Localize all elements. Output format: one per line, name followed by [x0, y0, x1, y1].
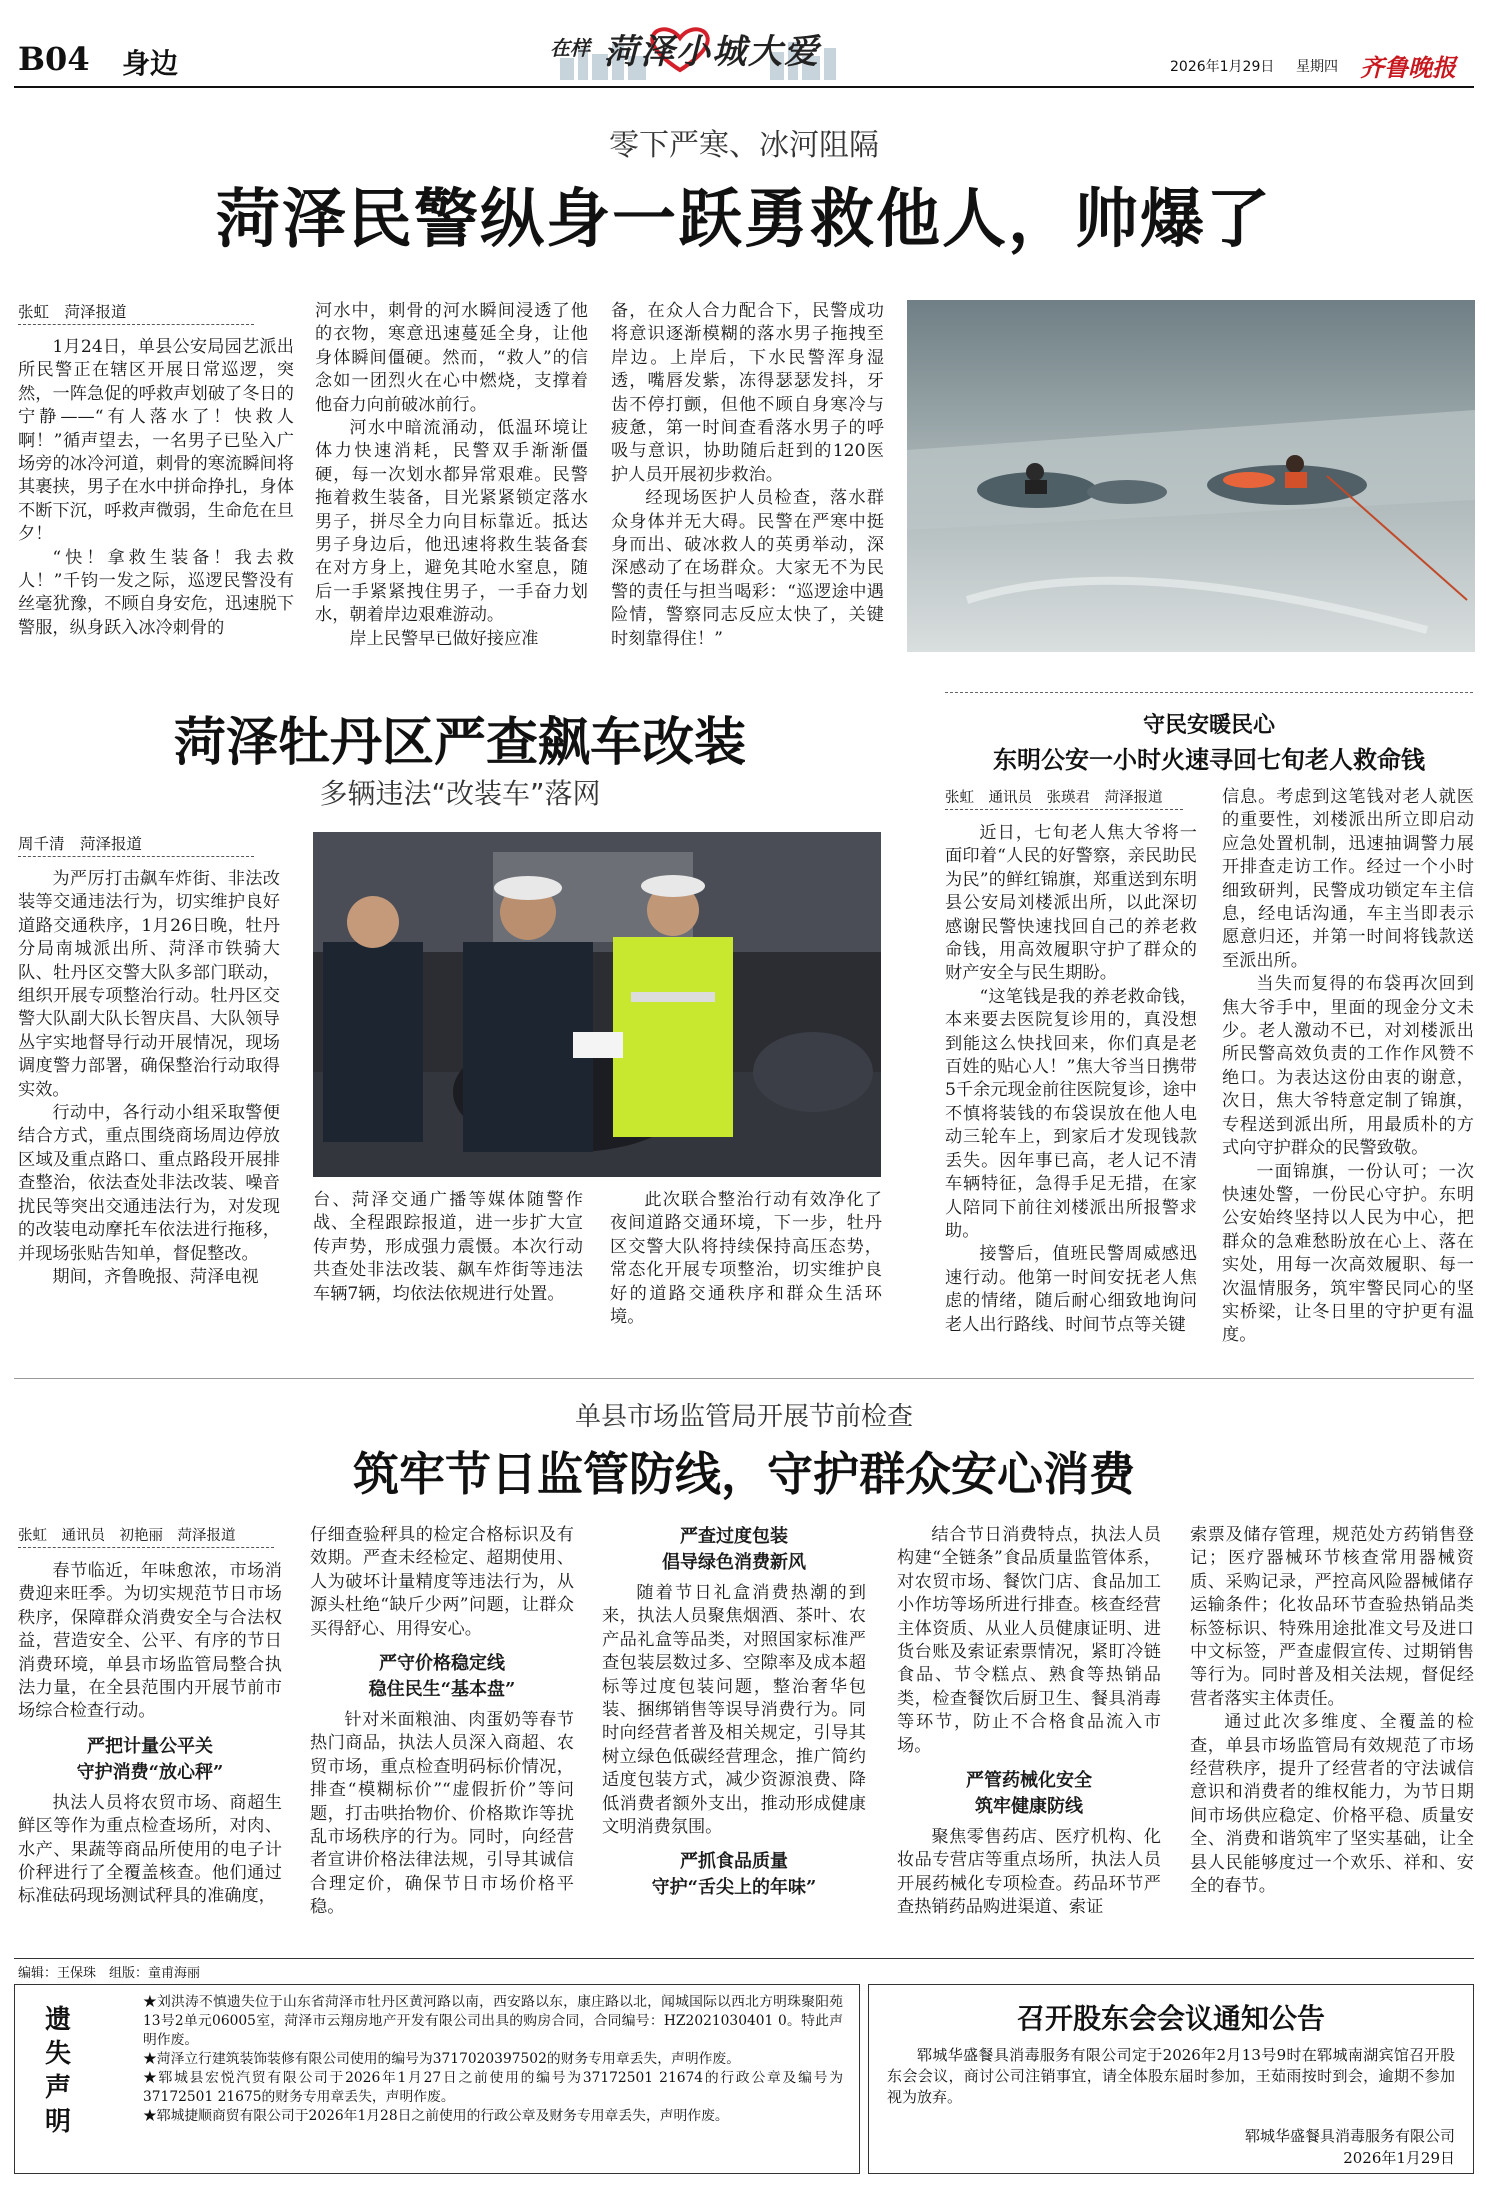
paragraph: 针对米面粮油、肉蛋奶等春节热门商品，执法人员深入商超、农贸市场，重点检查明码标价情况，排查“模糊标价”“虚假折价”等问题，打击哄抬物价、价格欺诈等扰乱市场秩序的行为。同时，向经营者宣讲价格法律法规，引导其诚信合理定价，确保节日市场价格平稳。	[310, 1710, 574, 1918]
paragraph: 经现场医护人员检查，落水群众身体并无大碍。民警在严寒中挺身而出、破冰救人的英勇举动，深深感动了在场群众。大家无不为民警的责任与担当喝彩：“巡逻途中遇险情，警察同志反应太快了，关键时刻靠得住！”	[611, 488, 884, 649]
paragraph: 岸上民警早已做好接应准	[349, 628, 539, 649]
icy-river-image	[907, 300, 1475, 652]
paragraph: 信息。考虑到这笔钱对老人就医的重要性，刘楼派出所立即启动应急处置机制，迅速抽调警力展开排查走访工作。经过一个小时细致研判，民警成功锁定车主信息，经电话沟通，车主当即表示愿意归还，并第一时间将钱款送至派出所。	[1222, 787, 1474, 971]
story4-col2	[310, 1524, 574, 1920]
paragraph: “快！拿救生装备！我去救人！”千钧一发之际，巡逻民警没有丝毫犹豫，不顾自身安危，迅速脱下警服，纵身跃入冰冷刺骨的	[18, 547, 294, 638]
inspection-photo	[313, 832, 881, 1177]
section-divider	[945, 692, 1473, 693]
paragraph: 河水中暗流涌动，低温环境让体力快速消耗，民警双手渐渐僵硬，每一次划水都异常艰难。民警拖着救生装备，目光紧紧锁定落水男子，拼尽全力向目标靠近。抵达男子身边后，他迅速将救生装备套在对方身上，避免其呛水窒息，随后一手紧紧拽住男子，一手奋力划水，朝着岸边艰难游动。	[315, 418, 588, 626]
paragraph: 仔细查验秤具的检定合格标识及有效期。严查未经检定、超期使用、人为破坏计量精度等违法行为，从源头杜绝“缺斤少两”问题，让群众买得舒心、用得安心。	[310, 1525, 574, 1639]
editor-credits: 编辑：王保珠 组版：童甫海丽	[18, 1966, 201, 1981]
story4-headline: 筑牢节日监管防线，守护群众安心消费	[353, 1447, 1135, 1501]
paragraph: 1月24日，单县公安局园艺派出所民警正在辖区开展日常巡逻，突然，一阵急促的呼救声划破了冬日的宁静——“有人落水了！快救人啊！”循声望去，一名男子已坠入广场旁的冰冷河道，刺骨的寒流瞬间将其裹挟，男子在水中拼命挣扎，身体不断下沉，呼救声微弱，生命危在旦夕！	[18, 337, 294, 545]
story3-col2	[1222, 786, 1474, 1348]
paragraph: 执法人员将农贸市场、商超生鲜区等作为重点检查场所，对肉、水产、果蔬等商品所使用的电子计价秤进行了全覆盖核查。他们通过标准砝码现场测试秤具的准确度，	[18, 1792, 282, 1907]
story2-col2	[313, 1189, 583, 1306]
story1-byline: 张虹 菏泽报道	[18, 300, 254, 325]
story4-col5	[1190, 1524, 1474, 1899]
notice-item: ★刘洪涛不慎遗失位于山东省菏泽市牡丹区黄河路以南，西安路以东，康庄路以北，闻城国际以西北方明珠聚阳苑13号2单元06005室，菏泽市云翔房地产开发有限公司出具的购房合同，合同编号：HZ2021030401 0。特此声明作废。	[143, 1994, 843, 2048]
story2-col3	[610, 1189, 882, 1329]
subheading: 严抓食品质量 守护“舌尖上的年味”	[651, 1851, 817, 1899]
paragraph: 一面锦旗，一份认可；一次快速处警，一份民心守护。东明公安始终坚持以人民为中心，把群众的急难愁盼放在心上、落在实处，用每一次高效履职、每一次温情服务，筑牢警民同心的坚实桥梁，让冬日里的守护更有温度。	[1222, 1161, 1474, 1346]
story3-kicker: 守民安暖民心	[1142, 712, 1275, 738]
issue-weekday: 星期四	[1296, 59, 1338, 75]
story4-col3	[602, 1524, 866, 1907]
paragraph: 当失而复得的布袋再次回到焦大爷手中，里面的现金分文未少。老人激动不已，对刘楼派出所民警高效负责的工作作风赞不绝口。为表达这份由衷的谢意，次日，焦大爷特意定制了锦旗，专程送到派出所，用最质朴的方式向守护群众的民警致敬。	[1222, 974, 1474, 1159]
header-rule	[14, 86, 1474, 88]
paragraph: 聚焦零售药店、医疗机构、化妆品专营店等重点场所，执法人员开展药械化专项检查。药品环节严查热销药品购进渠道、索证	[897, 1827, 1161, 1918]
paragraph: 此次联合整治行动有效净化了夜间道路交通环境，下一步，牡丹区交警大队将持续保持高压态势，常态化开展专项整治，切实维护良好的道路交通秩序和群众生活环境。	[610, 1190, 882, 1328]
story4-kicker: 单县市场监管局开展节前检查	[574, 1402, 913, 1432]
page-code: B04	[18, 40, 90, 78]
section-name: 身边	[122, 47, 179, 80]
story1-col1	[18, 336, 294, 640]
shareholder-notice-box	[868, 1984, 1474, 2174]
story4-top-rule	[14, 1378, 1474, 1379]
paragraph: 春节临近，年味愈浓，市场消费迎来旺季。为切实规范节日市场秩序，保障群众消费安全与合法权益，营造安全、公平、有序的节日消费环境，单县市场监管局整合执法力量，在全县范围内开展节前市场综合检查行动。	[18, 1561, 282, 1722]
paragraph: 河水中，刺骨的河水瞬间浸透了他的衣物，寒意迅速蔓延全身，让他身体瞬间僵硬。然而，“救人”的信念如一团烈火在心中燃烧，支撑着他奋力向前破冰前行。	[315, 301, 588, 415]
paragraph: 接警后，值班民警周威感迅速行动。他第一时间安抚老人焦虑的情绪，随后耐心细致地询问老人出行路线、时间节点等关键	[945, 1244, 1197, 1335]
paper-name: 齐鲁晚报	[1360, 53, 1456, 82]
paragraph: 近日，七旬老人焦大爷将一面印着“人民的好警察，亲民助民为民”的鲜红锦旗，郑重送到东明县公安局刘楼派出所，以此深切感谢民警快速找回自己的养老救命钱，用高效履职守护了群众的财产安全与民生期盼。	[945, 823, 1197, 984]
subheading: 严管药械化安全 筑牢健康防线	[966, 1770, 1092, 1818]
story2-col1	[18, 868, 280, 1289]
banner-small: 在样	[550, 36, 590, 60]
story2-subhead: 多辆违法“改装车”落网	[319, 777, 601, 810]
lost-notice-label: 遗失声明	[45, 2005, 72, 2137]
subheading: 严把计量公平关 守护消费“放心秤”	[76, 1735, 224, 1783]
paragraph: 期间，齐鲁晚报、菏泽电视	[52, 1266, 259, 1287]
story1-col3	[611, 300, 884, 651]
lost-notice-box	[14, 1984, 860, 2174]
paragraph: 行动中，各行动小组采取警便结合方式，重点围绕商场周边停放区域及重点路口、重点路段开展排查整治，依法查处非法改装、噪音扰民等突出交通违法行为，对发现的改装电动摩托车依法进行拖移，并现场张贴告知单，督促整改。	[18, 1103, 280, 1264]
footer-rule	[14, 1958, 1474, 1959]
banner	[530, 18, 860, 80]
masthead	[0, 0, 1488, 80]
story4-byline: 张虹 通讯员 初艳丽 菏泽报道	[18, 1524, 274, 1548]
story1-headline: 菏泽民警纵身一跃勇救他人，帅爆了	[216, 182, 1272, 257]
issue-date: 2026年1月29日	[1170, 59, 1275, 75]
shareholder-notice-signer: 郓城华盛餐具消毒服务有限公司	[1244, 2127, 1455, 2145]
paragraph: “这笔钱是我的养老救命钱，本来要去医院复诊用的，真没想到能这么快找回来，你们真是老百姓的贴心人！”焦大爷当日携带5千余元现金前往医院复诊，途中不慎将装钱的布袋误放在他人电动三轮车上，到家后才发现钱款丢失。因年事已高，老人记不清车辆特征，急得手足无措，在家人陪同下前往刘楼派出所报警求助。	[945, 986, 1197, 1241]
story4-col1	[18, 1560, 282, 1909]
notice-item: ★郓城捷顺商贸有限公司于2026年1月28日之前使用的行政公章及财务专用章丢失，声明作废。	[143, 2108, 729, 2124]
story1-kicker: 零下严寒、冰河阻隔	[609, 128, 879, 163]
story1-col2	[315, 300, 588, 651]
paragraph: 随着节日礼盒消费热潮的到来，执法人员聚焦烟酒、茶叶、农产品礼盒等品类，对照国家标准严查包装层数过多、空隙率及成本超标等过度包装问题，整治奢华包装、捆绑销售等误导消费行为。同时向经营者普及相关规定，引导其树立绿色低碳经营理念，推广简约适度包装方式，减少资源浪费、降低消费者额外支出，推动形成健康文明消费氛围。	[602, 1583, 866, 1838]
paragraph: 为严厉打击飙车炸街、非法改装等交通违法行为，切实维护良好道路交通秩序，1月26日晚，牡丹分局南城派出所、菏泽市铁骑大队、牡丹区交警大队多部门联动，组织开展专项整治行动。牡丹区交警大队副大队长智庆昌、大队领导丛宇实地督导行动开展情况，现场调度警力部署，确保整治行动取得实效。	[18, 869, 280, 1100]
notice-item: ★菏泽立行建筑装饰装修有限公司使用的编号为3717020397502的财务专用章丢失，声明作废。	[143, 2051, 741, 2067]
banner-title: 菏泽小城大爱	[604, 32, 820, 72]
story4-col4	[897, 1524, 1161, 1920]
story3-byline: 张虹 通讯员 张瑛君 菏泽报道	[945, 786, 1183, 810]
paragraph: 通过此次多维度、全覆盖的检查，单县市场监管局有效规范了市场经营秩序，提升了经营者的守法诚信意识和消费者的维权能力，为节日期间市场供应稳定、价格平稳、质量安全、消费和谐筑牢了坚实基础，让全县人民能够度过一个欢乐、祥和、安全的春节。	[1190, 1712, 1474, 1897]
story2-byline: 周千清 菏泽报道	[18, 832, 254, 857]
story3-col1	[945, 822, 1197, 1337]
shareholder-notice-title: 召开股东会会议通知公告	[1016, 2002, 1325, 2035]
paragraph: 索票及储存管理，规范处方药销售登记；医疗器械环节核查常用器械资质、采购记录，严控高风险器械储存运输条件；化妆品环节查验热销品类标签标识、特殊用途批准文号及进口中文标签，严查虚假宣传、过期销售等行为。同时普及相关法规，督促经营者落实主体责任。	[1190, 1525, 1474, 1709]
subheading: 严守价格稳定线 稳住民生“基本盘”	[368, 1653, 516, 1701]
story2-headline: 菏泽牡丹区严查飙车改装	[173, 712, 746, 773]
subheading: 严查过度包装 倡导绿色消费新风	[662, 1526, 806, 1573]
paragraph: 台、菏泽交通广播等媒体随警作战、全程跟踪报道，进一步扩大宣传声势，形成强力震慑。本次行动共查处非法改装、飙车炸街等违法车辆7辆，均依法依规进行处置。	[313, 1190, 583, 1304]
rescue-photo	[907, 300, 1475, 652]
shareholder-notice-body: 郓城华盛餐具消毒服务有限公司定于2026年2月13号9时在郓城南湖宾馆召开股东会会议，商讨公司注销事宜，请全体股东届时参加，王茹雨按时到会，逾期不参加视为放弃。	[887, 2046, 1455, 2106]
paragraph: 备，在众人合力配合下，民警成功将意识逐渐模糊的落水男子拖拽至岸边。上岸后，下水民警浑身湿透，嘴唇发紫，冻得瑟瑟发抖，牙齿不停打颤，但他不顾自身寒冷与疲惫，第一时间查看落水男子的呼吸与意识，协助随后赶到的120医护人员开展初步救治。	[611, 301, 884, 485]
story3-headline: 东明公安一小时火速寻回七旬老人救命钱	[993, 745, 1425, 774]
notice-item: ★郓城县宏悦汽贸有限公司于2026年1月27日之前使用的编号为37172501 21674的行政公章及编号为37172501 21675的财务专用章丢失，声明作废。	[143, 2070, 843, 2105]
police-inspection-image	[313, 832, 881, 1177]
lost-notice-items	[143, 1993, 843, 2126]
shareholder-notice-date: 2026年1月29日	[1343, 2149, 1455, 2167]
paragraph: 结合节日消费特点，执法人员构建“全链条”食品质量监管体系，对农贸市场、餐饮门店、食品加工小作坊等场所进行排查。核查经营主体资质、从业人员健康证明、进货台账及索证索票情况，紧盯冷链食品、节令糕点、熟食等热销品类，检查餐饮后厨卫生、餐具消毒等环节，防止不合格食品流入市场。	[897, 1525, 1161, 1756]
